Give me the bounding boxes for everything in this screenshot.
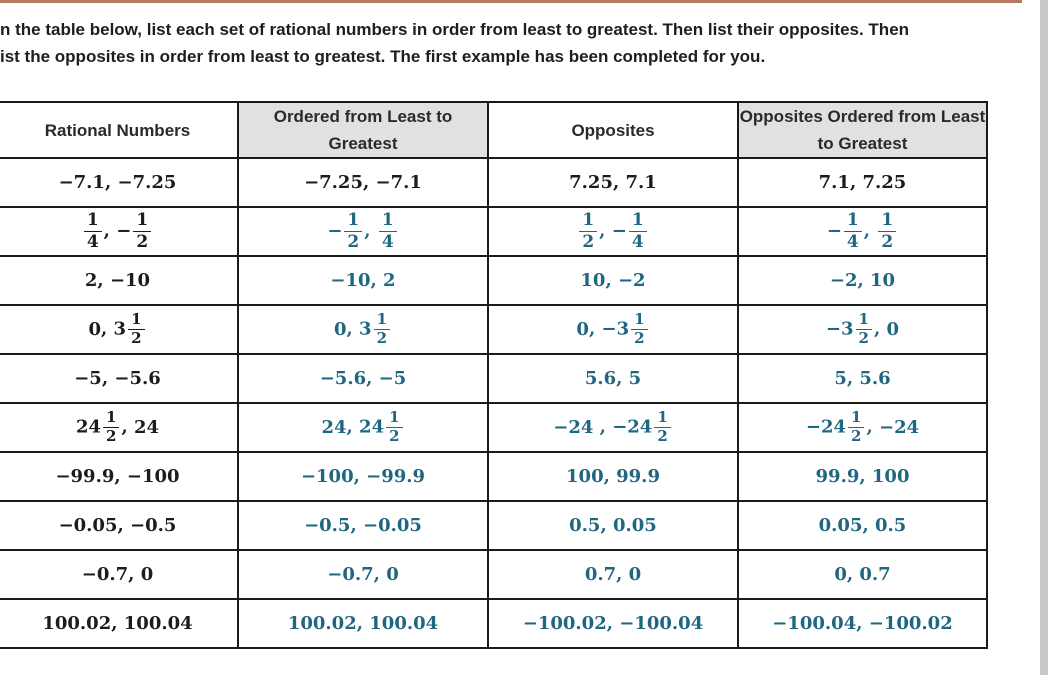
cell-opposites-ordered: [738, 305, 987, 354]
whole-number: 24: [820, 416, 846, 438]
cell-value: 100.02, 100.04: [42, 613, 193, 634]
sign: −: [825, 318, 842, 340]
cell-value: 0.05, 0.5: [818, 515, 907, 536]
cell-opposites: [488, 403, 738, 452]
cell-value: 0.7, 0: [584, 564, 642, 585]
numerator: 1: [379, 211, 397, 232]
fraction: [374, 312, 390, 347]
number-a: [327, 211, 364, 252]
denominator: 4: [381, 232, 394, 252]
denominator: 2: [582, 232, 595, 252]
cell-value: −99.9, −100: [55, 466, 180, 487]
separator: ,: [103, 220, 117, 242]
separator: ,: [863, 220, 877, 242]
table-row: [0, 207, 987, 256]
whole-number: 0: [88, 318, 101, 340]
number-a: [826, 312, 874, 347]
number-b: [116, 211, 153, 252]
sign: −: [878, 416, 895, 438]
cell-rational-numbers: [0, 305, 238, 354]
sign: −: [612, 416, 628, 438]
numerator: 1: [344, 211, 362, 232]
header-row: [0, 102, 987, 158]
cell-value: 7.25, 7.1: [569, 172, 657, 193]
fraction: [579, 211, 597, 252]
denominator: 2: [657, 427, 668, 445]
cell-rational-numbers: [0, 452, 238, 501]
instructions-line-1: n the table below, list each set of rational numbers in order from least to greatest. Then list their opposites. Then: [0, 20, 910, 39]
cell-value: −5.6, −5: [319, 368, 407, 389]
fraction: [84, 211, 102, 252]
table-body: [0, 158, 987, 648]
denominator: 2: [634, 329, 645, 347]
cell-value: −0.5, −0.05: [304, 515, 422, 536]
instructions: [0, 16, 1025, 70]
cell-rational-numbers: [0, 403, 238, 452]
numerator: 1: [128, 312, 144, 330]
whole-number: 3: [359, 318, 372, 340]
cell-opposites: [488, 599, 738, 648]
denominator: 2: [131, 329, 142, 347]
denominator: 4: [846, 232, 859, 252]
separator: ,: [588, 318, 602, 340]
cell-value: −5, −5.6: [74, 368, 161, 389]
fraction: [103, 410, 119, 445]
whole-number: 3: [113, 318, 127, 340]
fraction: [848, 410, 864, 445]
denominator: 2: [389, 427, 400, 445]
cell-ordered: [238, 403, 488, 452]
numerator: 1: [848, 410, 864, 428]
cell-value: 0, 0.7: [834, 564, 891, 585]
number-b: [134, 417, 159, 438]
sign: −: [553, 416, 569, 438]
sign: −: [601, 318, 617, 340]
sign: −: [805, 416, 821, 438]
cell-value: −100.02, −100.04: [522, 613, 704, 634]
separator: ,: [364, 220, 377, 242]
cell-value: −7.25, −7.1: [304, 172, 422, 193]
number-b: [602, 312, 650, 347]
cell-value: −2, 10: [829, 270, 896, 291]
cell-opposites-ordered: [738, 550, 987, 599]
cell-rational-numbers: [0, 550, 238, 599]
numerator: 1: [631, 312, 647, 330]
numerator: 1: [654, 410, 670, 428]
cell-opposites-ordered: [738, 256, 987, 305]
cell-ordered: [238, 550, 488, 599]
table-row: [0, 305, 987, 354]
sign: −: [116, 220, 132, 242]
cell-value: −100.04, −100.02: [772, 613, 953, 634]
denominator: 2: [881, 232, 894, 252]
number-b: [612, 410, 673, 445]
whole-number: 24: [894, 416, 920, 438]
table-row: [0, 550, 987, 599]
separator: ,: [873, 318, 887, 340]
cell-ordered: [238, 305, 488, 354]
fraction: [128, 312, 144, 347]
rational-numbers-table: [0, 101, 988, 649]
cell-value: 10, −2: [580, 270, 646, 291]
header-ordered: Ordered from Least to Greatest: [238, 102, 488, 158]
cell-value: 100, 99.9: [566, 466, 660, 487]
cell-value: −10, 2: [330, 270, 396, 291]
number-a: [334, 319, 347, 340]
separator: ,: [593, 416, 613, 438]
cell-opposites-ordered: [738, 599, 987, 648]
denominator: 2: [106, 427, 117, 445]
number-a: [806, 410, 867, 445]
cell-opposites-ordered: [738, 354, 987, 403]
denominator: 2: [347, 232, 360, 252]
page-edge-shadow: [1040, 0, 1048, 675]
cell-opposites: [488, 158, 738, 207]
number-b: [887, 319, 900, 340]
table-row: [0, 158, 987, 207]
table-row: [0, 403, 987, 452]
cell-value: 5.6, 5: [584, 368, 642, 389]
cell-opposites: [488, 207, 738, 256]
cell-ordered: [238, 501, 488, 550]
number-b: [359, 410, 405, 445]
whole-number: 0: [576, 318, 589, 340]
separator: ,: [101, 318, 114, 340]
whole-number: 24: [627, 416, 653, 438]
whole-number: 3: [841, 318, 854, 340]
fraction: [386, 410, 402, 445]
number-a: [577, 211, 599, 252]
cell-rational-numbers: [0, 354, 238, 403]
denominator: 2: [851, 427, 862, 445]
whole-number: 24: [321, 416, 347, 438]
table-row: [0, 599, 987, 648]
denominator: 2: [858, 329, 869, 347]
denominator: 4: [631, 232, 644, 252]
number-b: [114, 312, 147, 347]
number-a: [82, 211, 104, 252]
cell-opposites-ordered: [738, 452, 987, 501]
header-opposites: Opposites: [488, 102, 738, 158]
sign: −: [611, 220, 627, 242]
number-a: [553, 417, 593, 438]
number-a: [76, 410, 122, 445]
numerator: 1: [386, 410, 402, 428]
fraction: [133, 211, 151, 252]
numerator: 1: [103, 410, 119, 428]
cell-ordered: [238, 158, 488, 207]
table-row: [0, 452, 987, 501]
numerator: 1: [629, 211, 647, 232]
number-a: [576, 319, 589, 340]
cell-opposites: [488, 354, 738, 403]
whole-number: 0: [333, 318, 347, 340]
cell-opposites: [488, 501, 738, 550]
table-row: [0, 501, 987, 550]
cell-value: −0.7, 0: [327, 564, 399, 585]
separator: ,: [346, 318, 360, 340]
number-a: [321, 417, 346, 438]
cell-rational-numbers: [0, 501, 238, 550]
whole-number: 0: [886, 318, 900, 340]
whole-number: 24: [359, 416, 385, 438]
denominator: 2: [136, 232, 149, 252]
separator: ,: [121, 416, 134, 438]
fraction: [629, 211, 647, 252]
cell-value: −0.05, −0.5: [58, 515, 177, 536]
cell-value: 99.9, 100: [815, 466, 910, 487]
cell-rational-numbers: [0, 599, 238, 648]
table-row: [0, 256, 987, 305]
whole-number: 24: [568, 416, 594, 438]
sign: −: [826, 220, 842, 242]
fraction: [878, 211, 896, 252]
fraction: [631, 312, 647, 347]
cell-rational-numbers: [0, 256, 238, 305]
cell-opposites-ordered: [738, 403, 987, 452]
denominator: 2: [376, 329, 388, 347]
cell-value: 0.5, 0.05: [569, 515, 657, 536]
whole-number: 24: [75, 416, 101, 438]
fraction: [654, 410, 670, 445]
numerator: 1: [84, 211, 102, 232]
header-rational-numbers: Rational Numbers: [0, 102, 238, 158]
cell-ordered: [238, 599, 488, 648]
cell-rational-numbers: [0, 207, 238, 256]
cell-value: 100.02, 100.04: [287, 613, 439, 634]
cell-opposites-ordered: [738, 207, 987, 256]
cell-opposites: [488, 305, 738, 354]
whole-number: 3: [616, 318, 630, 340]
separator: ,: [346, 416, 360, 438]
numerator: 1: [579, 211, 597, 232]
instructions-line-2: ist the opposites in order from least to greatest. The first example has been completed for you.: [0, 47, 766, 66]
cell-value: −7.1, −7.25: [58, 172, 177, 193]
cell-opposites-ordered: [738, 501, 987, 550]
number-a: [88, 319, 101, 340]
cell-ordered: [238, 256, 488, 305]
top-rule: [0, 0, 1022, 3]
cell-ordered: [238, 452, 488, 501]
fraction: [379, 211, 397, 252]
number-b: [359, 312, 392, 347]
cell-value: −100, −99.9: [300, 466, 426, 487]
cell-rational-numbers: [0, 158, 238, 207]
fraction: [344, 211, 362, 252]
table-row: [0, 354, 987, 403]
cell-opposites: [488, 452, 738, 501]
number-b: [612, 211, 649, 252]
cell-opposites: [488, 550, 738, 599]
cell-opposites-ordered: [738, 158, 987, 207]
fraction: [856, 312, 872, 347]
cell-value: 5, 5.6: [834, 368, 891, 389]
numerator: 1: [133, 211, 151, 232]
numerator: 1: [856, 312, 872, 330]
numerator: 1: [374, 312, 390, 330]
number-b: [377, 211, 399, 252]
numerator: 1: [844, 211, 862, 232]
sign: −: [327, 220, 343, 242]
cell-ordered: [238, 207, 488, 256]
whole-number: 24: [133, 416, 160, 438]
cell-value: 2, −10: [84, 270, 151, 291]
denominator: 4: [86, 232, 99, 252]
number-b: [879, 417, 919, 438]
cell-ordered: [238, 354, 488, 403]
cell-value: −0.7, 0: [81, 564, 154, 585]
separator: ,: [599, 220, 612, 242]
number-a: [827, 211, 864, 252]
header-opposites-ordered: Opposites Ordered from Least to Greatest: [738, 102, 987, 158]
separator: ,: [866, 416, 879, 438]
cell-opposites: [488, 256, 738, 305]
number-b: [876, 211, 898, 252]
fraction: [844, 211, 862, 252]
cell-value: 7.1, 7.25: [818, 172, 907, 193]
numerator: 1: [878, 211, 896, 232]
